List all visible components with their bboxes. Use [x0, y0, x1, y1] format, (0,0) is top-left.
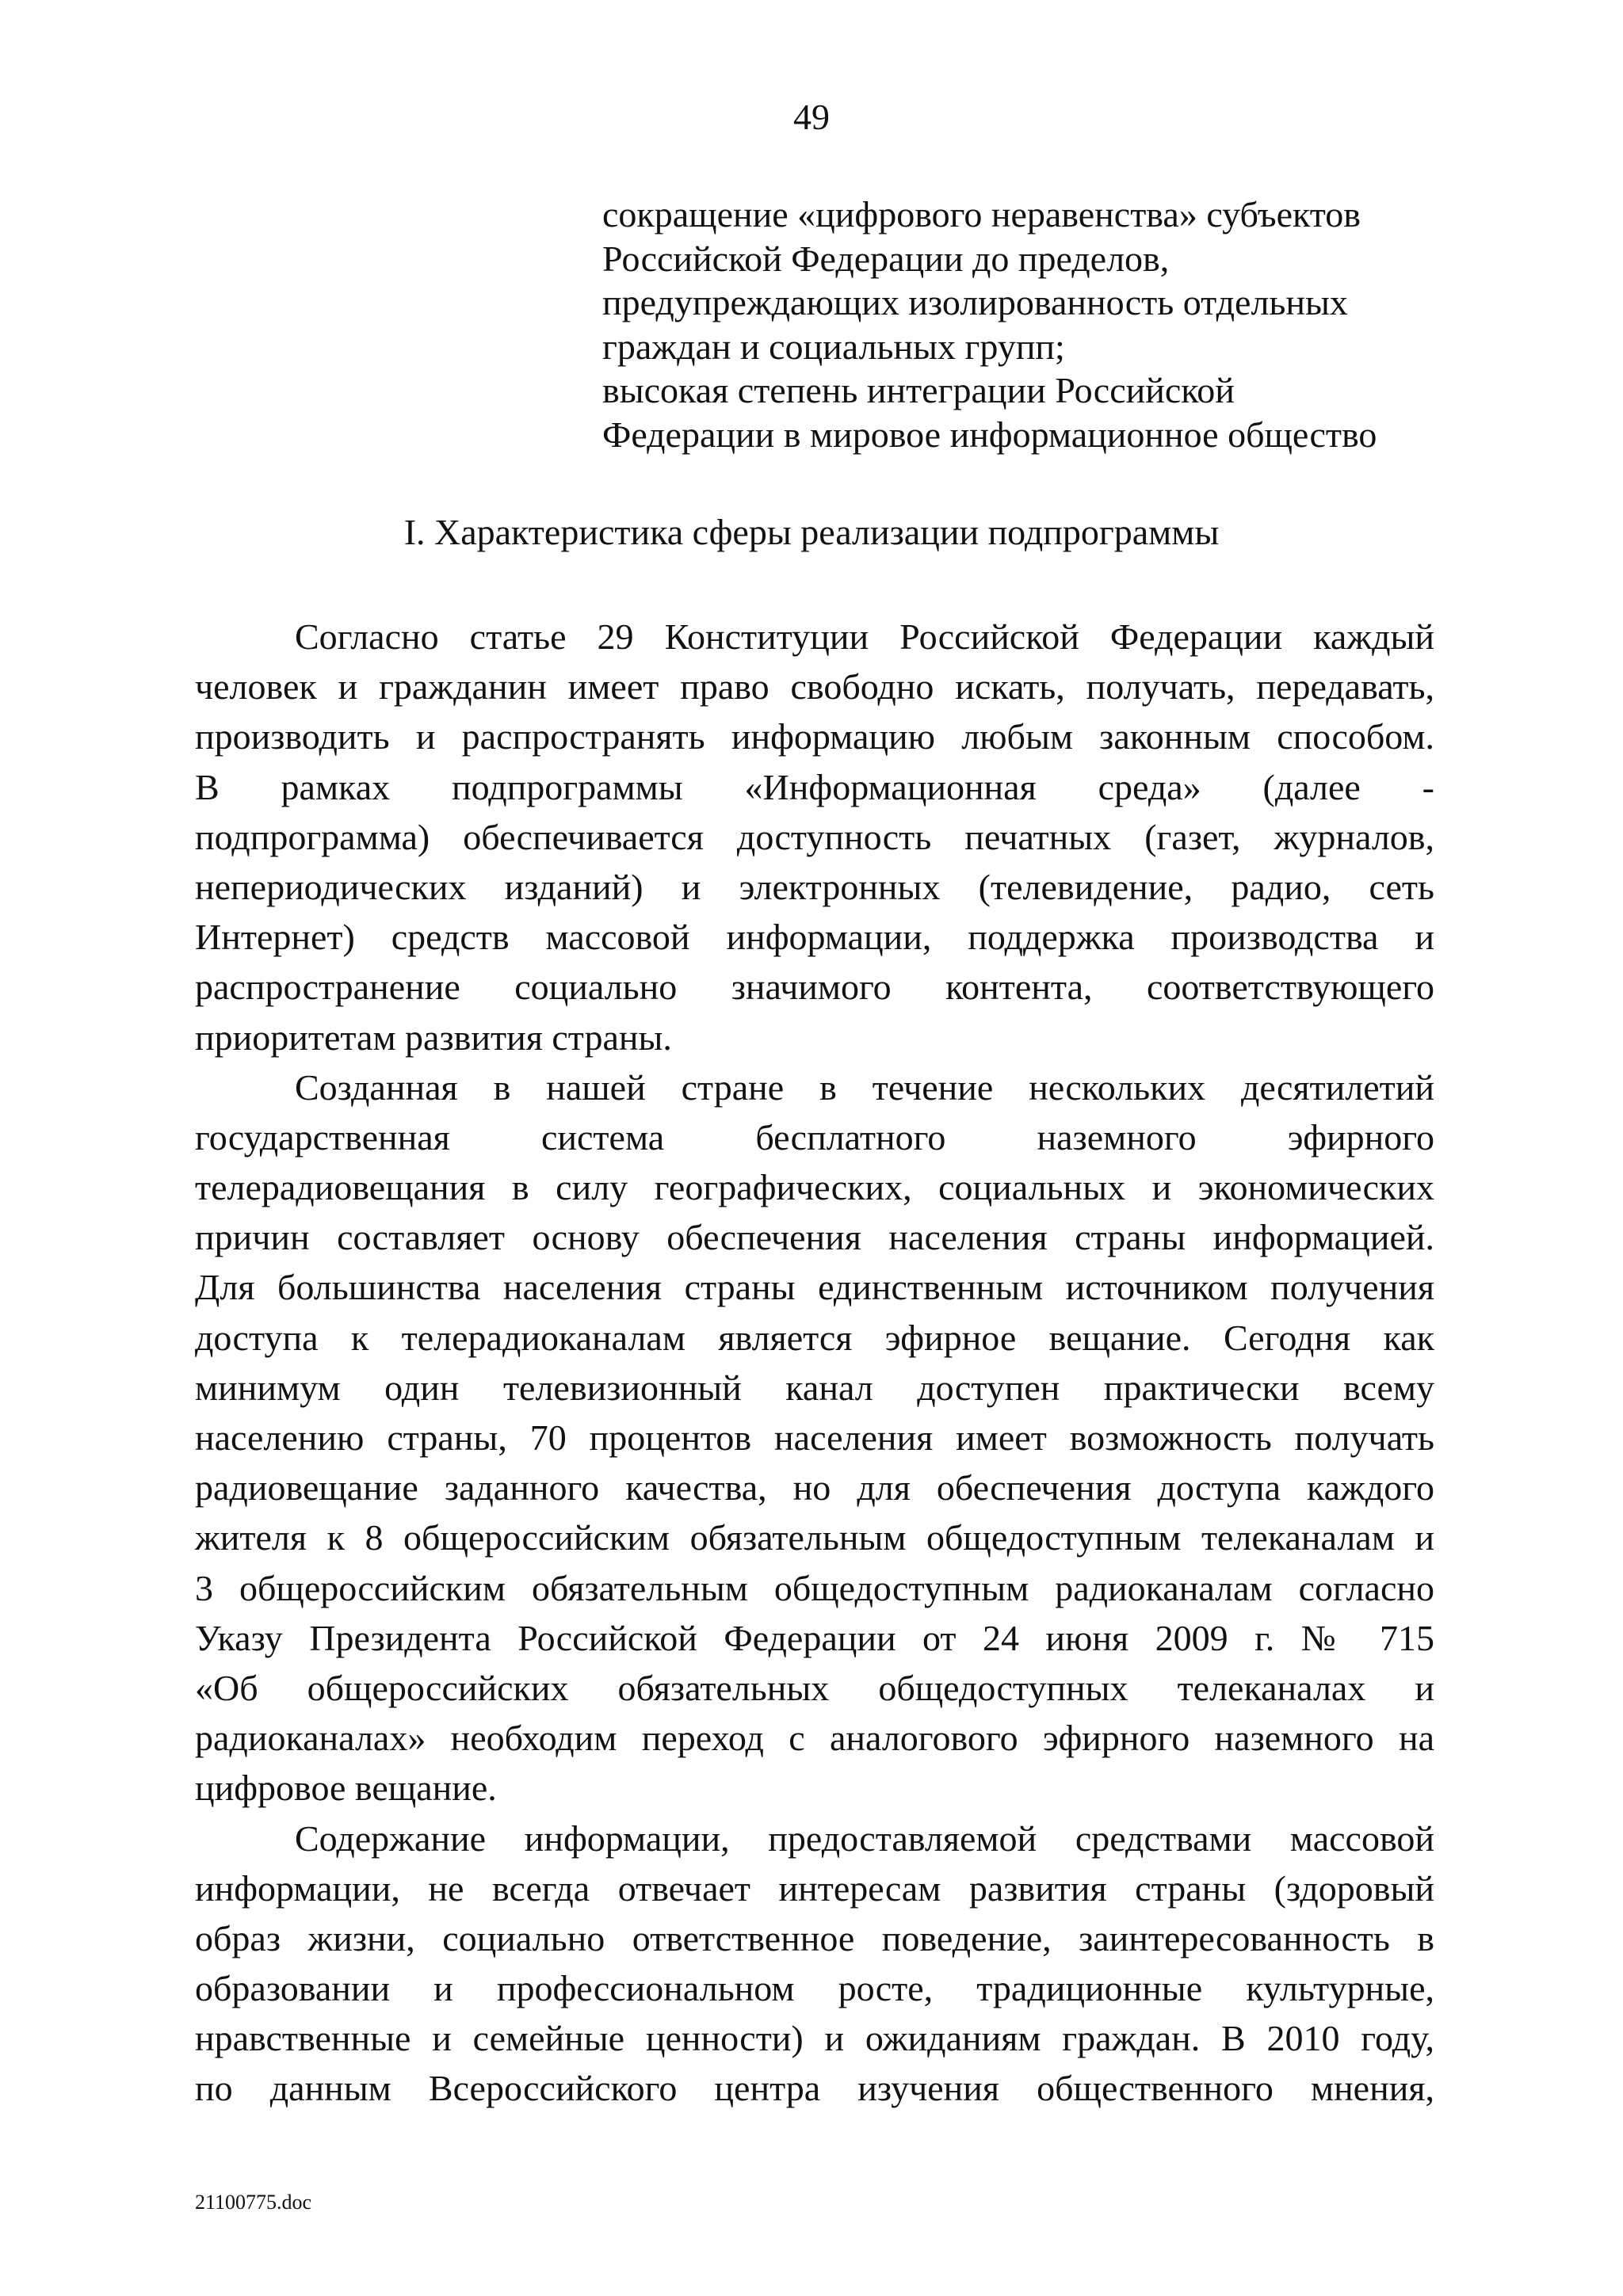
paragraph-line: В рамках подпрограммы «Информационная среда» (далее - [195, 766, 1434, 807]
section-heading: I. Характеристика сферы реализации подпрограммы [403, 512, 1220, 552]
paragraph-line: Содержание информации, предоставляемой средствами массовой [295, 1817, 1434, 1859]
paragraph-line: непериодических изданий) и электронных (телевидение, радио, сеть [195, 866, 1434, 907]
paragraph-line: доступа к телерадиоканалам является эфирное вещание. Сегодня как [195, 1317, 1434, 1358]
paragraph-line: «Об общероссийских обязательных общедоступных телеканалах и [195, 1667, 1434, 1708]
paragraph-line: образовании и профессиональном росте, традиционные культурные, [195, 1968, 1434, 2009]
paragraph-line: приоритетам развития страны. [195, 1016, 672, 1058]
paragraph-line: Для большинства населения страны единственным источником получения [195, 1267, 1434, 1308]
paragraph-line: Интернет) средств массовой информации, поддержка производства и [195, 917, 1434, 958]
paragraph-line: жителя к 8 общероссийским обязательным общедоступным телеканалам и [195, 1517, 1434, 1558]
goal-line: предупреждающих изолированность отдельных [602, 282, 1348, 322]
paragraph-line: государственная система бесплатного наземного эфирного [195, 1116, 1434, 1158]
paragraph-line: 3 общероссийским обязательным общедоступным радиоканалам согласно [195, 1567, 1434, 1608]
paragraph-line: радиоканалах» необходим переход с аналогового эфирного наземного на [195, 1718, 1434, 1759]
paragraph-line: Указу Президента Российской Федерации от 24 июня 2009 г. № 715 [195, 1617, 1434, 1658]
paragraph-line: Согласно статье 29 Конституции Российской Федерации каждый [295, 616, 1434, 657]
document-filename: 21100775.doc [195, 2191, 312, 2214]
goal-line: Федерации в мировое информационное общество [602, 414, 1377, 455]
paragraph-line: населению страны, 70 процентов населения имеет возможность получать [195, 1417, 1434, 1458]
paragraph-line: цифровое вещание. [195, 1768, 497, 1809]
goal-line: граждан и социальных групп; [602, 326, 1065, 367]
paragraph-line: радиовещание заданного качества, но для обеспечения доступа каждого [195, 1467, 1434, 1508]
paragraph-line: по данным Всероссийского центра изучения общественного мнения, [195, 2068, 1434, 2109]
paragraph-line: образ жизни, социально ответственное поведение, заинтересованность в [195, 1917, 1434, 1958]
paragraph-line: минимум один телевизионный канал доступен практически всему [195, 1367, 1434, 1408]
subprogram-goals-block [602, 193, 1474, 456]
paragraph-line: телерадиовещания в силу географических, социальных и экономических [195, 1167, 1434, 1208]
paragraph-line: подпрограмма) обеспечивается доступность печатных (газет, журналов, [195, 816, 1434, 857]
paragraph-line: Созданная в нашей стране в течение нескольких десятилетий [295, 1066, 1434, 1108]
goal-line: сокращение «цифрового неравенства» субъектов [602, 194, 1361, 235]
paragraph-line: причин составляет основу обеспечения населения страны информацией. [195, 1217, 1434, 1258]
goal-line: Российской Федерации до пределов, [602, 238, 1170, 279]
paragraph-line: человек и гражданин имеет право свободно искать, получать, передавать, [195, 666, 1434, 707]
paragraph-line: производить и распространять информацию любым законным способом. [195, 716, 1434, 757]
page-number: 49 [793, 97, 830, 137]
paragraph-line: информации, не всегда отвечает интересам развития страны (здоровый [195, 1867, 1434, 1909]
goal-line: высокая степень интеграции Российской [602, 370, 1235, 410]
paragraph-line: распространение социально значимого контента, соответствующего [195, 967, 1434, 1008]
paragraph-line: нравственные и семейные ценности) и ожиданиям граждан. В 2010 году, [195, 2018, 1434, 2059]
body-text [195, 612, 1434, 2114]
